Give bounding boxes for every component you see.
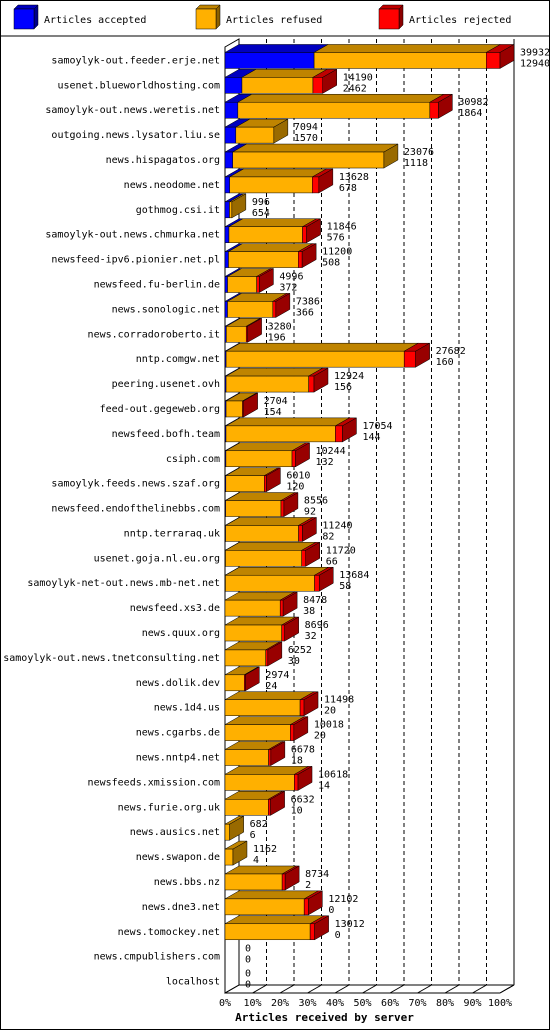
data-label-accepted: 0 [334,929,341,941]
data-label-total: 14190 [342,72,373,84]
bar-segment [300,700,304,716]
bar-segment [226,326,246,342]
bar-segment [230,177,313,193]
data-label-accepted: 6 [249,830,256,842]
bar-segment [225,675,244,691]
bar-segment [304,899,308,915]
bar-segment [225,177,230,193]
data-label-accepted: 508 [322,257,341,269]
bar-segment [309,376,314,392]
bar-segment [225,725,290,741]
x-tick-label: 70% [408,998,427,1009]
bar-segment [225,102,238,118]
x-axis-title: Articles received by server [235,1011,414,1024]
data-label-total: 11240 [322,520,353,532]
x-tick-label: 30% [298,998,317,1009]
legend-label: Articles accepted [44,15,147,26]
category-label: news.tomockey.net [117,926,220,938]
data-label-accepted: 66 [325,556,338,568]
category-label: outgoing.news.lysator.liu.se [51,130,220,142]
data-label-total: 7386 [295,296,320,308]
bar-segment [225,799,268,815]
data-label-total: 2704 [263,395,288,407]
data-label-accepted: 160 [435,357,454,369]
bar-segment-top [233,144,398,152]
x-tick-label: 60% [380,998,400,1009]
floor-tick [308,985,322,993]
data-label-accepted: 576 [326,232,345,244]
category-label: usenet.blueworldhosting.com [57,80,220,92]
x-tick-label: 50% [353,998,372,1009]
bar-segment-top [225,891,318,899]
x-tick-label: 0% [218,998,232,1009]
data-label-accepted: 144 [362,431,381,443]
legend-swatch-side [216,5,220,29]
bar-segment [266,650,268,666]
bar-segment-top [225,692,314,700]
data-label-accepted: 14 [318,780,331,792]
category-label: samoylyk-out.news.weretis.net [45,105,220,117]
x-tick-label: 80% [435,998,455,1009]
category-label: peering.usenet.ovh [111,379,220,391]
category-label: gothmog.csi.it [135,204,220,216]
bar-segment-top [225,44,328,52]
category-label: news.nntp4.net [135,752,220,764]
category-label: newsfeed.fu-berlin.de [93,279,220,291]
bar-segment-top [225,542,315,550]
data-label-total: 4996 [279,271,304,283]
data-label-total: 11498 [324,694,355,706]
bar-segment [225,550,301,566]
data-label-accepted: 1864 [458,108,483,120]
data-label-accepted: 38 [303,606,316,618]
data-label-accepted: 132 [315,456,334,468]
bar-segment [225,750,269,766]
bar-segment [268,799,270,815]
bar-segment [292,451,296,467]
data-label-total: 8734 [305,868,330,880]
data-label-total: 39932 [520,47,550,59]
bar-segment [225,127,236,143]
bar-segment [280,600,283,616]
category-label: newsfeed.endofthelinebbs.com [51,503,220,515]
category-label: news.corradoroberto.it [87,329,220,341]
bar-segment [226,451,292,467]
category-label: samoylyk-out.news.tnetconsulting.net [3,652,220,664]
bar-segment [315,575,320,591]
bar-segment [226,401,242,417]
category-label: news.hispagatos.org [105,155,220,167]
data-label-accepted: 654 [251,207,270,219]
data-label-accepted: 2462 [342,83,367,95]
bar-segment-top [228,244,312,252]
category-label: nntp.terraraq.uk [123,528,220,540]
data-label-total: 17054 [362,420,393,432]
legend-label: Articles rejected [409,15,512,26]
data-label-accepted: 196 [267,332,286,344]
bar-segment-top [226,517,313,525]
floor-tick [253,985,267,993]
data-label-total: 6678 [290,744,315,756]
data-label-accepted: 20 [324,705,337,717]
category-label: news.quux.org [141,628,220,640]
data-label-accepted: 58 [339,581,352,593]
data-label-accepted: 0 [245,979,252,991]
category-label: usenet.goja.nl.eu.org [93,553,220,565]
bar-segment [228,277,257,293]
category-label: news.ausics.net [129,827,220,839]
bar-segment [225,899,304,915]
data-label-accepted: 1118 [403,158,429,170]
bar-segment [225,824,230,840]
data-label-total: 6252 [287,644,312,656]
data-label-total: 8696 [304,620,329,632]
category-label: samoylyk-net-out.news.mb-net.net [27,578,220,590]
bar-segment [225,874,282,890]
bar-segment [238,102,430,118]
category-label: news.cmpublishers.com [93,951,220,963]
bar-segment [229,227,303,243]
data-label-accepted: 4 [252,855,260,867]
data-label-total: 11200 [322,246,353,258]
data-label-total: 27682 [435,346,466,358]
category-label: newsfeed-ipv6.pionier.net.pl [51,254,220,266]
data-label-total: 2974 [265,669,290,681]
bar-segment-top [226,343,418,351]
bar-segment [225,77,242,93]
x-tick-label: 20% [270,998,290,1009]
data-label-accepted: 30 [287,655,300,667]
x-tick-label: 90% [463,998,482,1009]
data-label-total: 3280 [267,321,292,333]
floor-tick [473,985,487,993]
data-label-total: 0 [245,968,252,980]
bar-segment [225,625,282,641]
bar-segment [233,152,384,168]
floor-tick [418,985,432,993]
data-label-accepted: 120 [286,481,305,493]
bar-segment [281,501,284,517]
category-label: nntp.comgw.net [135,354,220,366]
bar-segment-top [225,567,328,575]
data-label-total: 13684 [339,570,370,582]
bar-segment [298,252,302,268]
bar-segment [226,501,281,517]
bar-segment [269,750,271,766]
category-label: feed-out.gegeweb.org [99,403,220,415]
bar-segment [225,700,300,716]
category-label: news.swapon.de [135,852,220,864]
x-tick-label: 10% [243,998,262,1009]
bar-segment [273,301,276,317]
bar-segment [228,252,298,268]
legend-swatch-side [34,5,38,29]
data-label-accepted: 0 [328,904,335,916]
data-label-accepted: 154 [263,406,282,418]
data-label-total: 30982 [458,97,489,109]
data-label-total: 1162 [252,844,278,856]
data-label-accepted: 366 [295,307,314,319]
floor-tick [335,985,349,993]
data-label-accepted: 82 [322,531,335,543]
data-label-accepted: 678 [338,182,357,194]
bar-segment [299,525,303,541]
data-label-total: 13628 [338,171,369,183]
floor-tick [363,985,377,993]
data-label-accepted: 372 [279,282,298,294]
data-label-accepted: 18 [290,755,303,767]
category-label: localhost [165,976,220,988]
category-label: news.dne3.net [141,901,220,913]
bar-segment [225,575,314,591]
data-label-total: 23076 [403,147,435,159]
bar-segment [226,476,264,492]
bar-segment [225,152,233,168]
bar-segment [486,52,500,68]
data-label-total: 7094 [293,122,318,134]
data-label-accepted: 24 [265,680,278,692]
data-label-total: 10018 [313,719,344,731]
data-label-total: 12924 [334,371,365,383]
bar-segment [335,426,342,442]
category-label: samoylyk-out.news.chmurka.net [45,229,220,241]
bar-segment [225,924,310,940]
legend-swatch [14,9,34,29]
legend-label: Articles refused [226,15,323,26]
category-label: newsfeeds.xmission.com [87,777,220,789]
category-label: csiph.com [165,453,220,465]
bar-segment [225,650,266,666]
bar-segment-top [242,69,327,77]
data-label-total: 682 [249,819,268,831]
bar-segment [225,849,233,865]
category-label: samoylyk.feeds.news.szaf.org [51,478,220,490]
bar-segment [225,52,314,68]
floor-tick [225,985,239,993]
bar-segment-top [230,169,327,177]
bar-segment-top [225,916,324,924]
bar-segment [313,77,323,93]
legend-swatch [379,9,399,29]
category-label: news.furie.org.uk [117,802,220,814]
bar-segment [312,177,319,193]
bar-segment [242,77,313,93]
bar-segment [225,774,294,790]
data-label-total: 996 [251,196,270,208]
data-label-total: 8478 [303,595,328,607]
legend-swatch [196,9,216,29]
category-label: news.bbs.nz [153,876,220,888]
data-label-accepted: 10 [290,805,303,817]
data-label-total: 12102 [328,893,359,905]
data-label-accepted: 20 [313,730,326,742]
floor-tick [390,985,404,993]
category-label: newsfeed.bofh.team [111,428,220,440]
bar-segment-top [226,368,323,376]
bar-segment [404,351,415,367]
data-label-accepted: 12940 [520,58,550,70]
floor-tick [500,985,514,993]
bar-segment [430,102,439,118]
bar-segment [257,277,260,293]
category-label: news.sonologic.net [111,304,220,316]
data-label-accepted: 1570 [293,133,318,145]
bar-segment [225,277,228,293]
x-tick-label: 40% [325,998,345,1009]
category-label: newsfeed.xs3.de [129,603,220,615]
category-label: samoylyk-out.feeder.erje.net [51,55,220,67]
bar-segment [226,426,335,442]
bar-segment-top [238,94,444,102]
data-label-accepted: 0 [245,954,252,966]
bar-segment [294,774,298,790]
bar-segment [225,301,228,317]
x-tick-label: 100% [487,998,513,1009]
data-label-total: 8556 [303,495,329,507]
bar-segment [282,625,285,641]
bar-segment [225,202,230,218]
floor-tick [280,985,294,993]
bar-segment-top [225,766,308,774]
bar-segment [230,202,232,218]
data-label-accepted: 156 [334,382,353,394]
bar-segment [264,476,266,492]
bar-segment-top [314,44,500,52]
data-label-total: 0 [245,943,252,955]
bar-segment [226,351,404,367]
data-label-total: 6632 [290,794,315,806]
category-label: news.1d4.us [153,702,220,714]
bar-segment [225,600,280,616]
data-label-accepted: 92 [303,506,316,518]
bar-segment [314,52,486,68]
bar-segment [303,227,307,243]
category-label: news.dolik.dev [135,677,220,689]
data-label-total: 13012 [334,918,365,930]
bar-segment-top [226,418,349,426]
bar-segment [236,127,274,143]
data-label-accepted: 32 [304,631,317,643]
bar-segment [228,301,273,317]
data-label-accepted: 2 [305,879,312,891]
bar-segment [290,725,293,741]
bar-segment-top [229,219,317,227]
bar-segment [282,874,285,890]
bar-segment [225,227,229,243]
data-label-total: 10244 [315,445,346,457]
bar-segment [302,550,306,566]
bar-segment [226,525,299,541]
legend-swatch-side [399,5,403,29]
data-label-total: 6010 [286,470,311,482]
bar-segment [310,924,314,940]
data-label-total: 10618 [318,769,349,781]
data-label-total: 11846 [326,221,357,233]
bar-segment [225,252,228,268]
category-label: news.cgarbs.de [135,727,220,739]
bar-segment [226,376,309,392]
floor-tick [445,985,459,993]
data-label-total: 11720 [325,545,356,557]
category-label: news.neodome.net [123,179,220,191]
